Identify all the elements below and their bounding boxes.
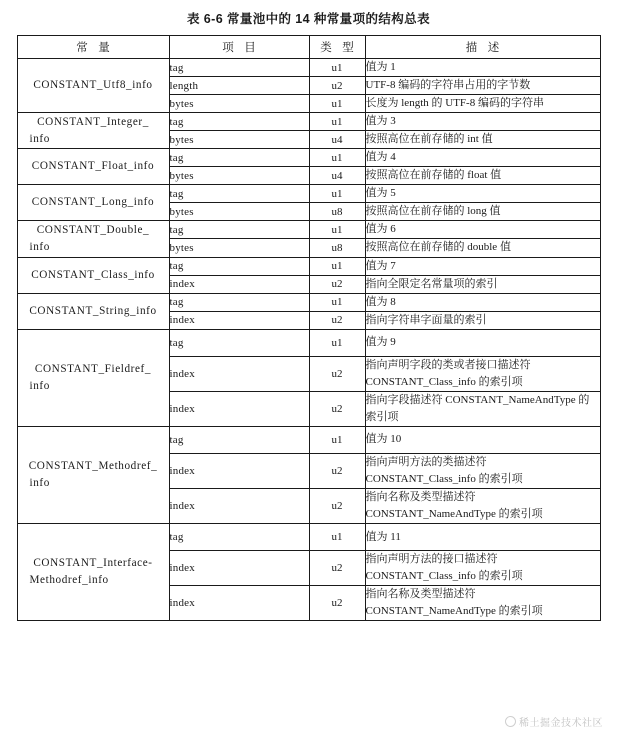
constant-name-cell: CONSTANT_Fieldref_ info	[17, 329, 169, 426]
field-description: 指向声明字段的类或者接口描述符 CONSTANT_Class_info 的索引项	[365, 356, 600, 391]
table-row	[17, 293, 600, 311]
field-type: u1	[309, 149, 365, 167]
field-type: u1	[309, 95, 365, 113]
field-description: 值为 3	[365, 113, 600, 131]
field-type: u4	[309, 167, 365, 185]
field-description: 值为 9	[365, 329, 600, 356]
field-name: bytes	[169, 203, 309, 221]
field-description: 值为 1	[365, 59, 600, 77]
field-type: u1	[309, 524, 365, 551]
field-description: 长度为 length 的 UTF-8 编码的字符串	[365, 95, 600, 113]
field-description: 值为 11	[365, 524, 600, 551]
field-type: u1	[309, 426, 365, 453]
field-description: 按照高位在前存储的 long 值	[365, 203, 600, 221]
field-name: tag	[169, 426, 309, 453]
field-name: index	[169, 275, 309, 293]
watermark-text: 稀土掘金技术社区	[519, 718, 603, 729]
field-name: index	[169, 551, 309, 586]
field-description: 值为 10	[365, 426, 600, 453]
column-header-description: 描 述	[365, 36, 600, 59]
field-name: bytes	[169, 95, 309, 113]
field-name: index	[169, 391, 309, 426]
field-description: 按照高位在前存储的 double 值	[365, 239, 600, 257]
field-description: 指向全限定名常量项的索引	[365, 275, 600, 293]
field-name: tag	[169, 149, 309, 167]
table-row	[17, 426, 600, 453]
constant-name-cell: CONSTANT_Integer_ info	[17, 113, 169, 149]
table-row	[17, 59, 600, 77]
field-type: u2	[309, 551, 365, 586]
field-name: index	[169, 488, 309, 523]
constant-name-cell: CONSTANT_String_info	[17, 293, 169, 329]
column-header-item: 项 目	[169, 36, 309, 59]
field-name: tag	[169, 59, 309, 77]
field-name: tag	[169, 293, 309, 311]
column-header-constant: 常 量	[17, 36, 169, 59]
field-type: u1	[309, 257, 365, 275]
constant-name-cell: CONSTANT_Class_info	[17, 257, 169, 293]
field-type: u2	[309, 275, 365, 293]
field-name: index	[169, 311, 309, 329]
field-description: 值为 6	[365, 221, 600, 239]
field-type: u2	[309, 391, 365, 426]
table-row	[17, 221, 600, 239]
field-name: bytes	[169, 239, 309, 257]
field-description: 值为 8	[365, 293, 600, 311]
field-type: u2	[309, 586, 365, 621]
constant-pool-structure-table	[17, 35, 601, 621]
constant-name-cell: CONSTANT_Utf8_info	[17, 59, 169, 113]
table-row	[17, 329, 600, 356]
field-description: 指向字段描述符 CONSTANT_NameAndType 的索引项	[365, 391, 600, 426]
field-name: tag	[169, 329, 309, 356]
field-type: u4	[309, 131, 365, 149]
constant-name-cell: CONSTANT_Float_info	[17, 149, 169, 185]
constant-name-cell: CONSTANT_Interface- Methodref_info	[17, 524, 169, 621]
field-type: u1	[309, 293, 365, 311]
field-name: tag	[169, 221, 309, 239]
field-description: 指向名称及类型描述符 CONSTANT_NameAndType 的索引项	[365, 488, 600, 523]
field-type: u2	[309, 488, 365, 523]
field-description: 指向声明方法的接口描述符 CONSTANT_Class_info 的索引项	[365, 551, 600, 586]
watermark-logo-icon	[505, 716, 516, 727]
field-description: 值为 4	[365, 149, 600, 167]
table-header	[17, 36, 600, 59]
field-type: u8	[309, 239, 365, 257]
field-description: 值为 5	[365, 185, 600, 203]
field-description: 指向声明方法的类描述符 CONSTANT_Class_info 的索引项	[365, 453, 600, 488]
field-name: tag	[169, 185, 309, 203]
field-description: 值为 7	[365, 257, 600, 275]
field-name: bytes	[169, 131, 309, 149]
table-row	[17, 113, 600, 131]
field-type: u1	[309, 185, 365, 203]
field-name: tag	[169, 524, 309, 551]
field-type: u1	[309, 113, 365, 131]
table-caption: 表 6-6 常量池中的 14 种常量项的结构总表	[187, 12, 430, 26]
constant-name-cell: CONSTANT_Methodref_ info	[17, 426, 169, 523]
constant-name-cell: CONSTANT_Long_info	[17, 185, 169, 221]
field-type: u2	[309, 453, 365, 488]
field-type: u2	[309, 77, 365, 95]
field-type: u1	[309, 59, 365, 77]
field-type: u2	[309, 311, 365, 329]
table-row	[17, 257, 600, 275]
field-type: u1	[309, 329, 365, 356]
field-name: bytes	[169, 167, 309, 185]
field-description: 按照高位在前存储的 int 值	[365, 131, 600, 149]
table-row	[17, 185, 600, 203]
field-name: tag	[169, 113, 309, 131]
column-header-type: 类 型	[309, 36, 365, 59]
constant-name-cell: CONSTANT_Double_ info	[17, 221, 169, 257]
field-description: 指向字符串字面量的索引	[365, 311, 600, 329]
table-row	[17, 524, 600, 551]
field-name: tag	[169, 257, 309, 275]
field-name: index	[169, 356, 309, 391]
field-description: 指向名称及类型描述符 CONSTANT_NameAndType 的索引项	[365, 586, 600, 621]
watermark	[505, 714, 603, 729]
table-header-row	[17, 36, 600, 59]
field-type: u1	[309, 221, 365, 239]
table-row	[17, 149, 600, 167]
field-type: u2	[309, 356, 365, 391]
field-name: index	[169, 453, 309, 488]
field-type: u8	[309, 203, 365, 221]
field-description: UTF-8 编码的字符串占用的字节数	[365, 77, 600, 95]
table-body	[17, 59, 600, 621]
field-name: index	[169, 586, 309, 621]
field-description: 按照高位在前存储的 float 值	[365, 167, 600, 185]
field-name: length	[169, 77, 309, 95]
